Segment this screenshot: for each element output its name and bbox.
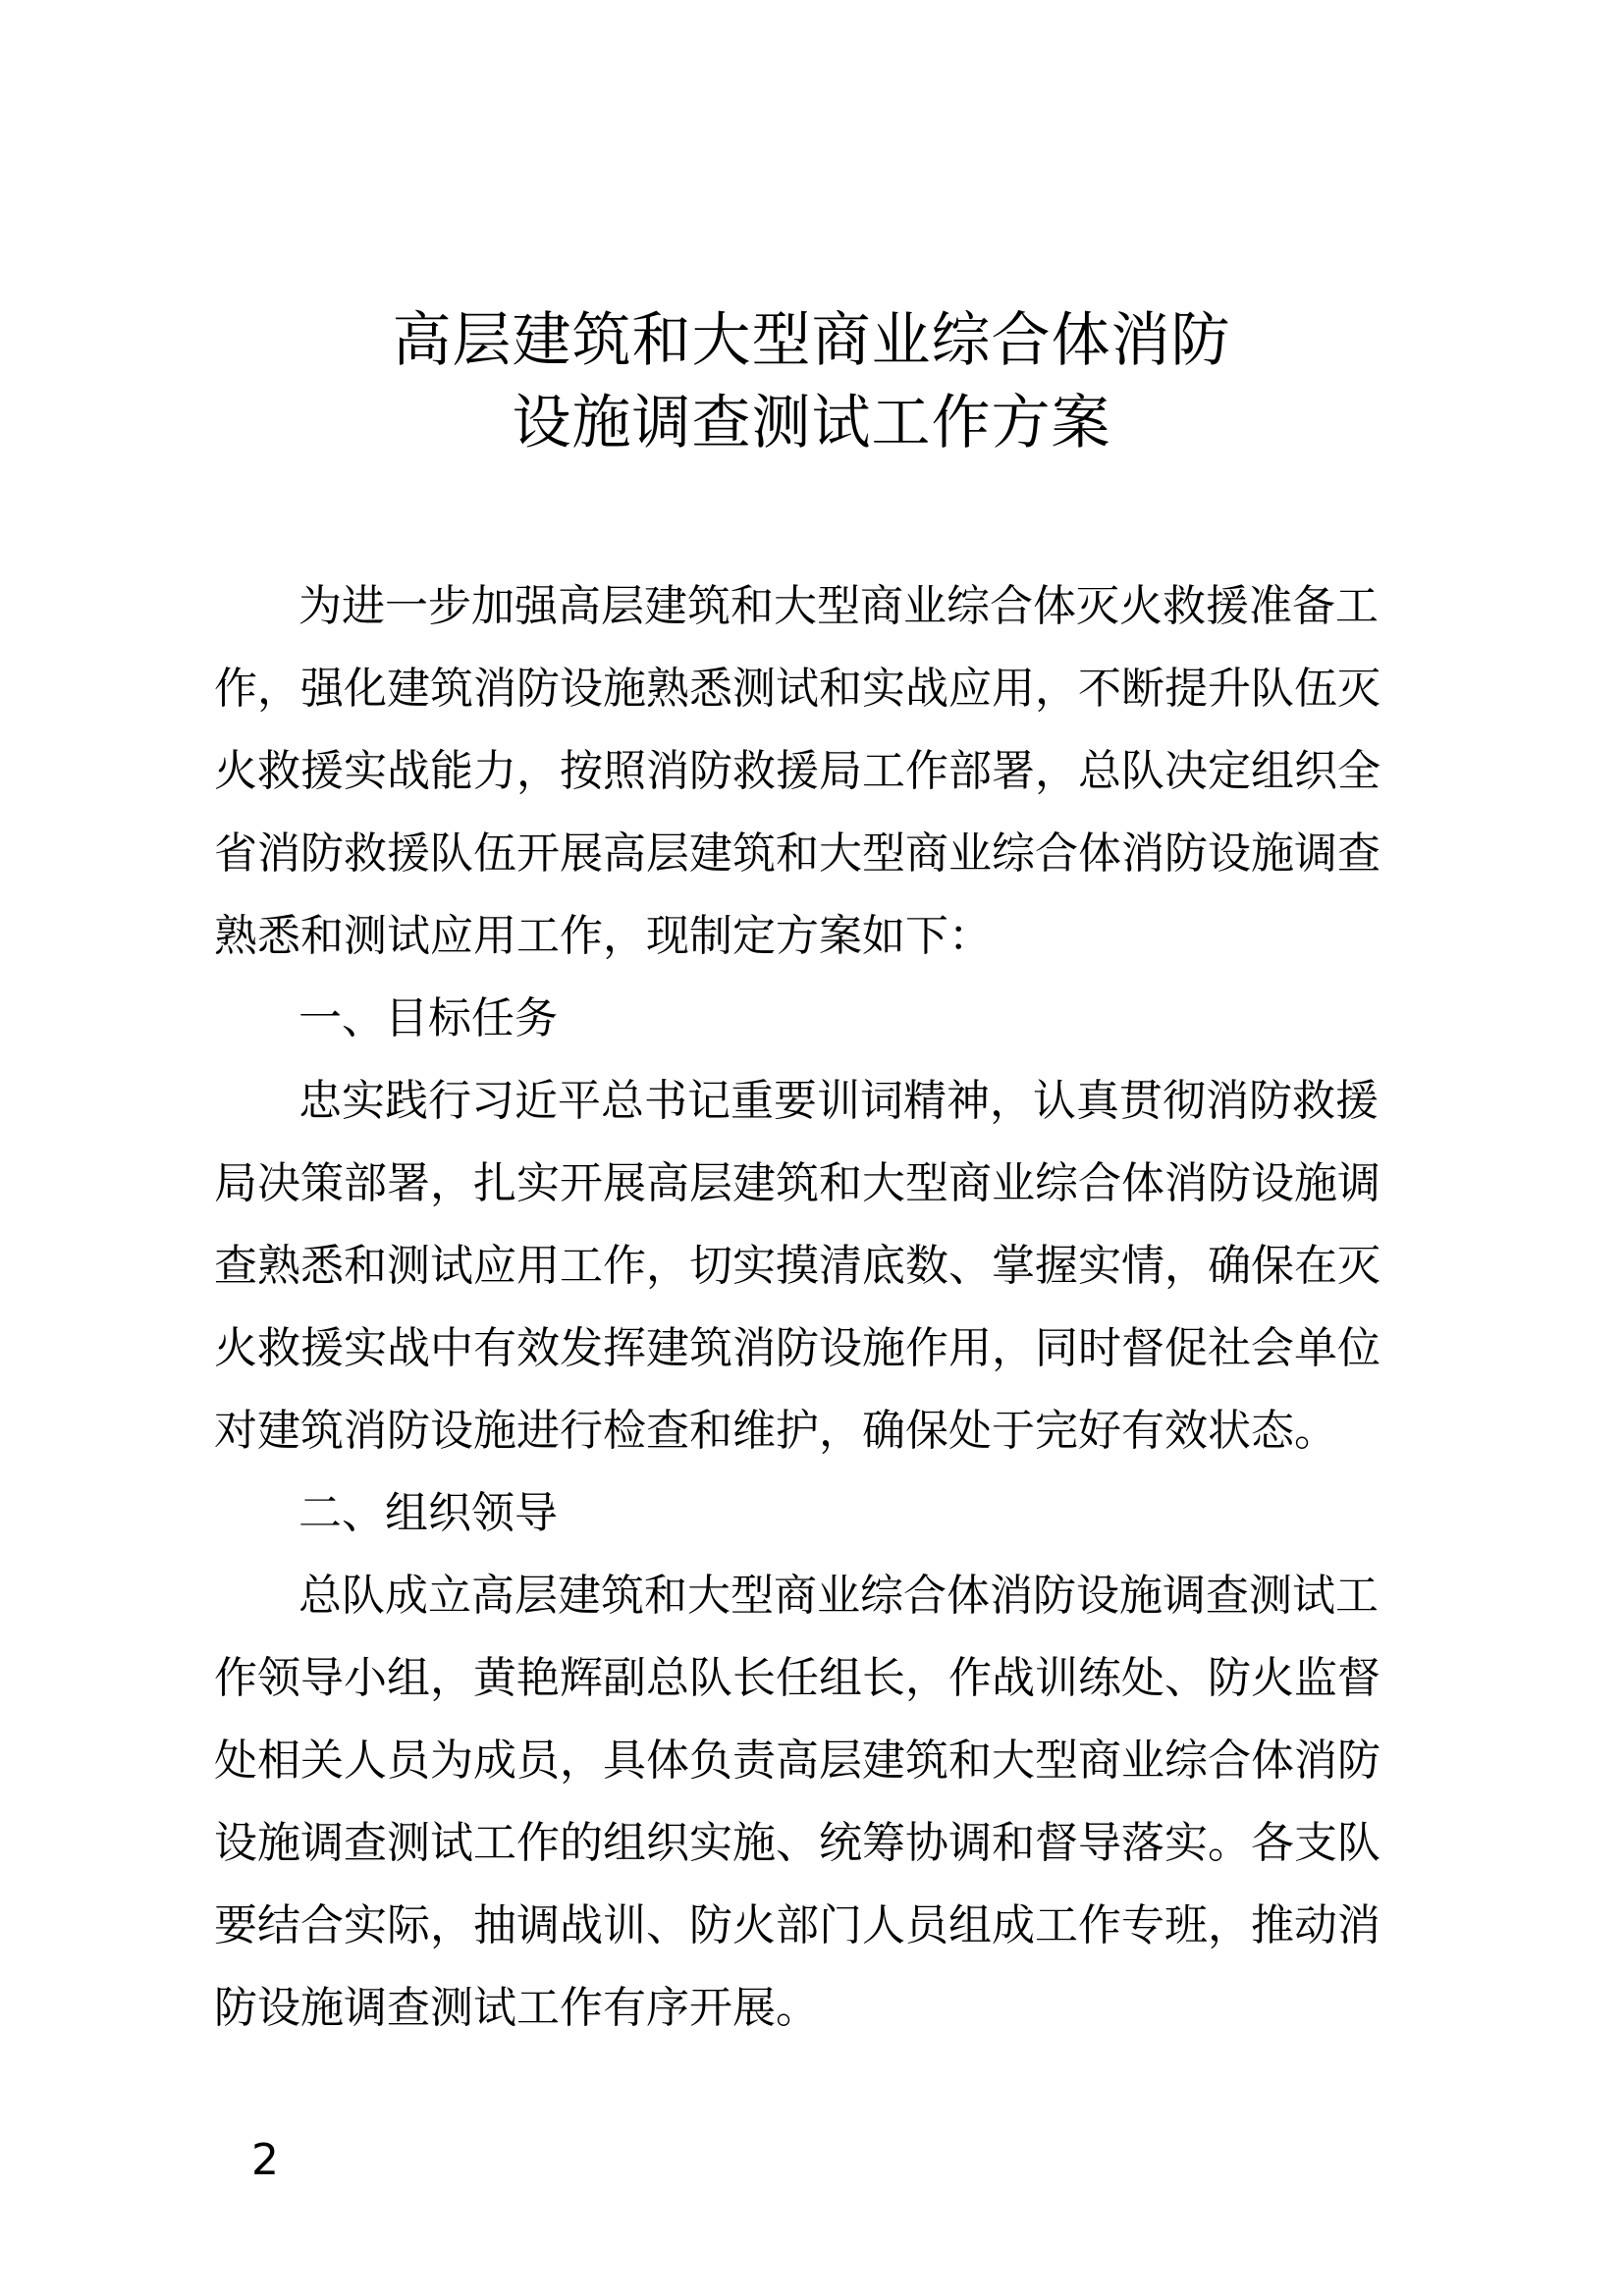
paragraph-line: 防设施调查测试工作有序开展。 xyxy=(214,1983,819,2033)
section-heading-1: 一、目标任务 xyxy=(298,993,558,1043)
paragraph-line: 火救援实战中有效发挥建筑消防设施作用，同时督促社会单位 xyxy=(214,1323,1380,1373)
paragraph-line: 局决策部署，扎实开展高层建筑和大型商业综合体消防设施调 xyxy=(214,1158,1380,1208)
paragraph-line: 设施调查测试工作的组织实施、统筹协调和督导落实。各支队 xyxy=(214,1818,1380,1868)
paragraph-line: 处相关人员为成员，具体负责高层建筑和大型商业综合体消防 xyxy=(214,1735,1380,1786)
paragraph-line: 火救援实战能力，按照消防救援局工作部署，总队决定组织全 xyxy=(214,746,1380,796)
document-title-line-1: 高层建筑和大型商业综合体消防 xyxy=(392,306,1231,375)
paragraph-line: 为进一步加强高层建筑和大型商业综合体灭火救援准备工 xyxy=(298,581,1379,631)
paragraph-line: 忠实践行习近平总书记重要训词精神，认真贯彻消防救援 xyxy=(298,1076,1379,1126)
document-title-line-2: 设施调查测试工作方案 xyxy=(512,389,1111,457)
paragraph-line: 总队成立高层建筑和大型商业综合体消防设施调查测试工 xyxy=(298,1571,1379,1621)
paragraph-line: 熟悉和测试应用工作，现制定方案如下： xyxy=(214,911,992,961)
paragraph-line: 作领导小组，黄艳辉副总队长任组长，作战训练处、防火监督 xyxy=(214,1653,1380,1703)
section-heading-2: 二、组织领导 xyxy=(298,1488,558,1538)
paragraph-line: 省消防救援队伍开展高层建筑和大型商业综合体消防设施调查 xyxy=(214,828,1380,879)
paragraph-line: 查熟悉和测试应用工作，切实摸清底数、掌握实情，确保在灭 xyxy=(214,1241,1380,1291)
paragraph-line: 对建筑消防设施进行检查和维护，确保处于完好有效状态。 xyxy=(214,1406,1337,1456)
page-number: 2 xyxy=(251,2135,279,2185)
paragraph-line: 作，强化建筑消防设施熟悉测试和实战应用，不断提升队伍灭 xyxy=(214,664,1380,714)
paragraph-line: 要结合实际，抽调战训、防火部门人员组成工作专班，推动消 xyxy=(214,1900,1380,1950)
